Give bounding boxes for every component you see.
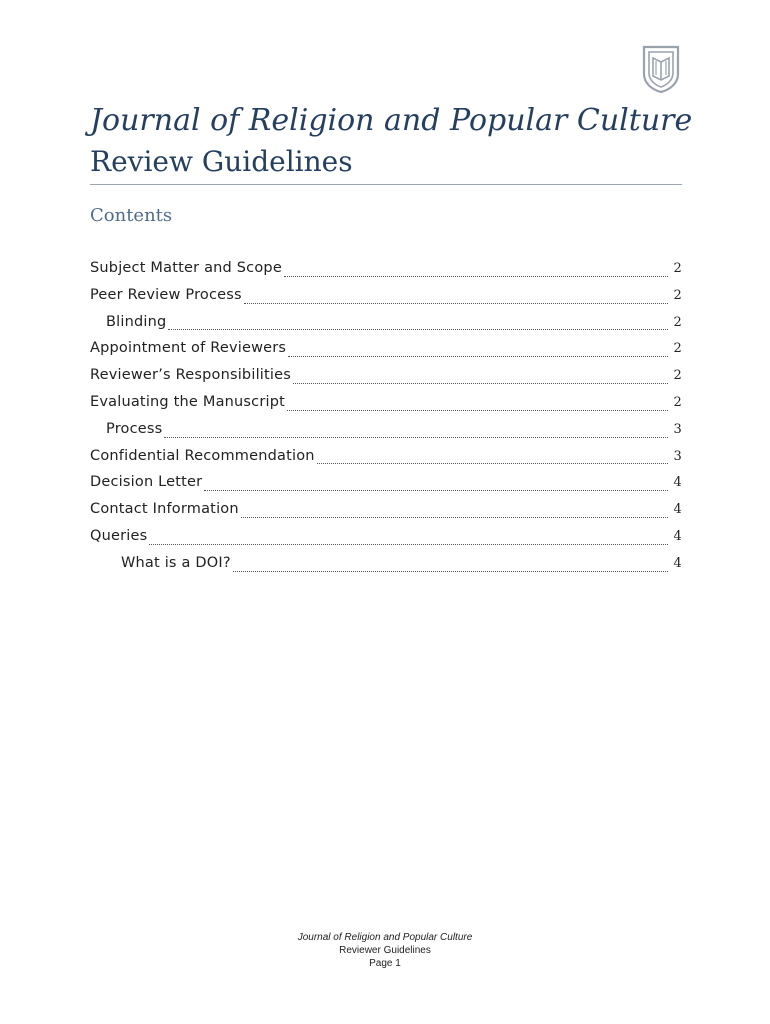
toc-entry[interactable] <box>90 448 682 475</box>
toc-leader-dots <box>293 382 668 384</box>
footer-page-number: Page 1 <box>369 958 401 969</box>
toc-entry-page: 2 <box>673 261 682 276</box>
toc-leader-dots <box>233 570 668 572</box>
toc-entry-page: 4 <box>673 528 682 544</box>
toc-entry-page: 4 <box>673 475 682 491</box>
toc-leader-dots <box>244 302 668 304</box>
toc-entry[interactable] <box>90 501 682 528</box>
toc-entry-label[interactable]: Queries <box>90 527 148 544</box>
table-of-contents <box>90 260 682 582</box>
contents-heading: Contents <box>90 205 173 226</box>
toc-entry-page: 2 <box>673 341 682 357</box>
toc-entry-page: 3 <box>673 448 682 464</box>
toc-leader-dots <box>284 275 668 277</box>
page-footer <box>0 931 770 970</box>
toc-entry-label[interactable]: Process <box>106 420 163 437</box>
toc-entry[interactable] <box>90 421 682 448</box>
journal-title: Journal of Religion and Popular Culture <box>90 103 693 138</box>
toc-entry-label[interactable]: Appointment of Reviewers <box>90 340 287 357</box>
toc-leader-dots <box>204 489 668 491</box>
toc-entry-label[interactable]: Decision Letter <box>90 474 203 491</box>
toc-entry-page: 4 <box>673 555 682 571</box>
toc-entry[interactable] <box>90 287 682 314</box>
toc-entry-label[interactable]: Reviewer’s Responsibilities <box>90 367 292 384</box>
toc-entry-label[interactable]: Blinding <box>106 313 167 330</box>
toc-entry[interactable] <box>90 340 682 367</box>
toc-leader-dots <box>287 409 668 411</box>
toc-entry[interactable] <box>90 394 682 421</box>
toc-entry-page: 3 <box>673 421 682 437</box>
toc-leader-dots <box>149 543 668 545</box>
toc-entry[interactable] <box>90 555 682 582</box>
toc-leader-dots <box>168 328 668 330</box>
toc-entry-page: 2 <box>673 287 682 303</box>
toc-leader-dots <box>288 355 668 357</box>
toc-leader-dots <box>164 436 668 438</box>
title-divider <box>90 184 682 185</box>
toc-entry-label[interactable]: What is a DOI? <box>121 554 231 571</box>
toc-entry-label[interactable]: Confidential Recommendation <box>90 447 315 464</box>
toc-entry-label[interactable]: Evaluating the Manuscript <box>90 393 286 410</box>
toc-entry[interactable] <box>90 528 682 555</box>
toc-entry[interactable] <box>90 474 682 501</box>
footer-guidelines: Reviewer Guidelines <box>339 945 431 956</box>
toc-entry-label[interactable]: Peer Review Process <box>90 286 242 303</box>
shield-book-icon <box>641 44 681 94</box>
toc-entry-page: 2 <box>673 314 682 330</box>
toc-leader-dots <box>317 462 668 464</box>
toc-entry-label[interactable]: Subject Matter and Scope <box>90 260 282 276</box>
toc-entry[interactable] <box>90 260 682 287</box>
toc-entry[interactable] <box>90 367 682 394</box>
footer-journal-title: Journal of Religion and Popular Culture <box>297 932 473 943</box>
toc-entry-page: 4 <box>673 502 682 518</box>
toc-entry-page: 2 <box>673 394 682 410</box>
document-title <box>90 100 693 182</box>
toc-leader-dots <box>241 516 668 518</box>
toc-entry-page: 2 <box>673 368 682 384</box>
toc-entry-label[interactable]: Contact Information <box>90 501 239 518</box>
document-subtitle: Review Guidelines <box>90 145 353 178</box>
toc-entry[interactable] <box>90 314 682 341</box>
